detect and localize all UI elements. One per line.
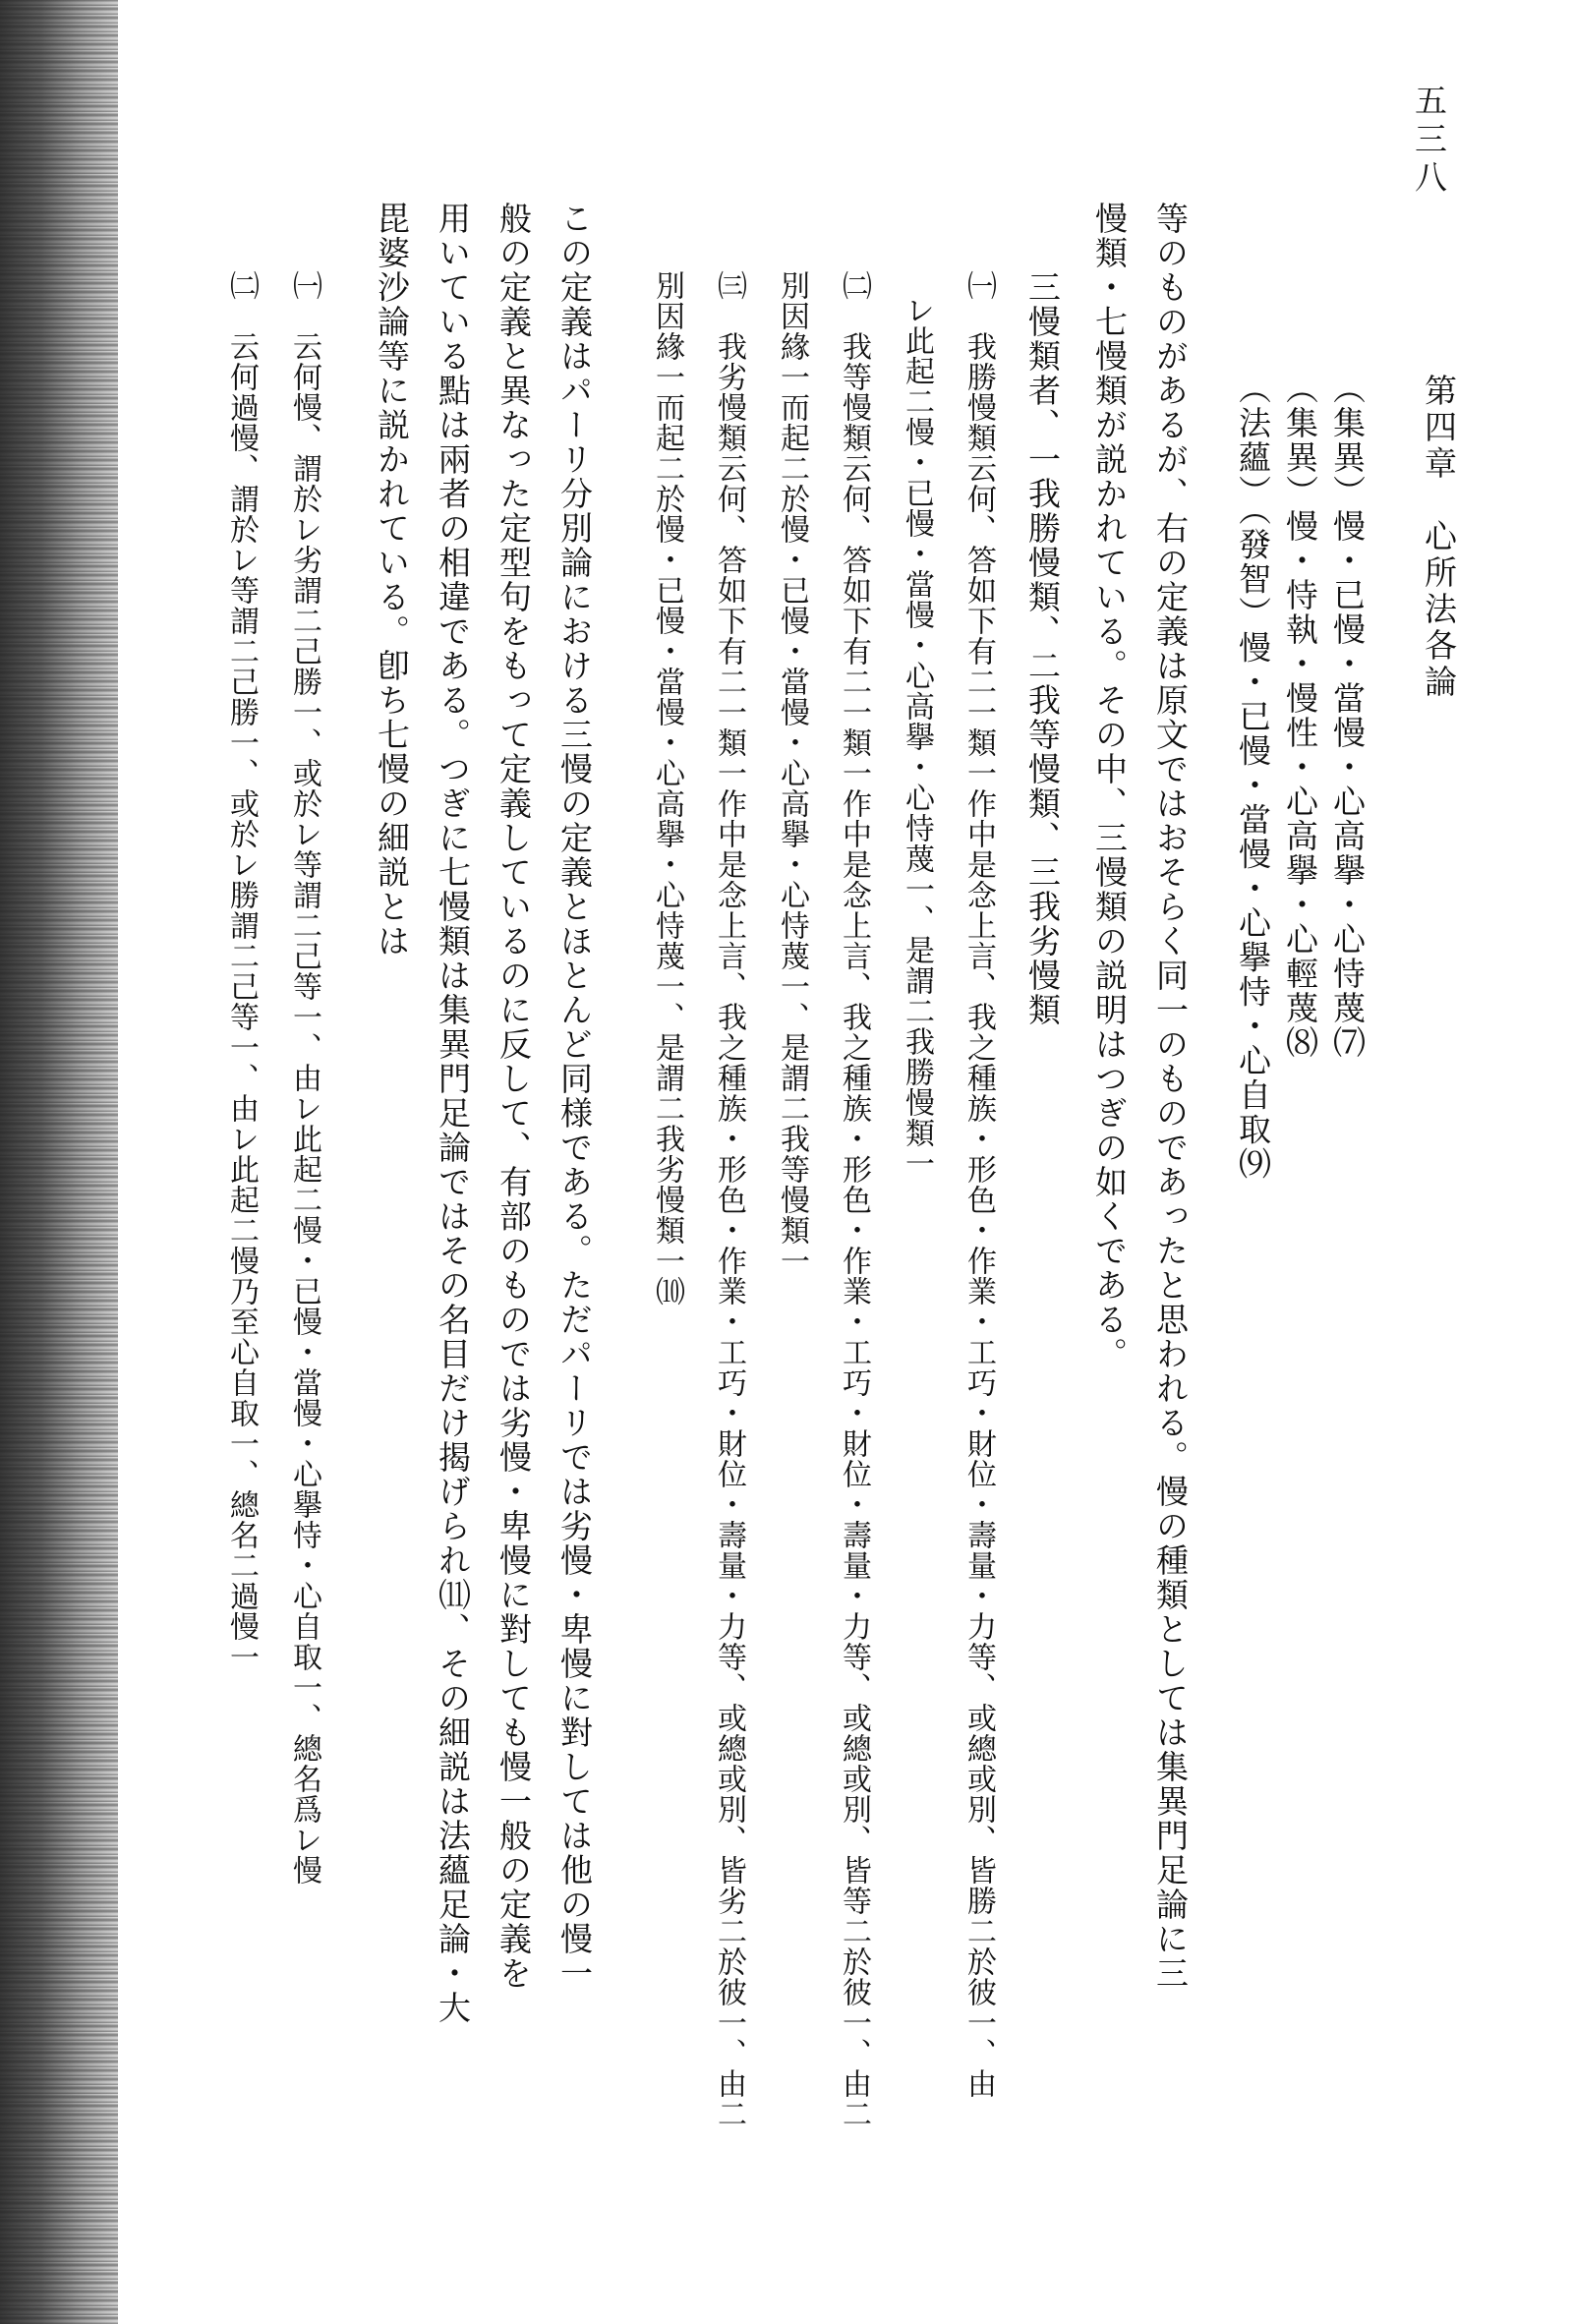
text-column-17: ㈠ 云何慢、謂於レ劣謂二己勝一、或於レ等謂二己等一、由レ此起二慢・已慢・當慢・心擧恃・心自取一、總名爲レ慢 [287,270,321,1886]
text-column-6: 三慢類者、一我勝慢類、二我等慢類、三我劣慢類 [1023,270,1062,1027]
text-column-13: この定義はパーリ分別論における三慢の定義とほとんど同様である。ただパーリでは劣慢・卑慢に對しては他の慢一 [555,202,594,1991]
text-column-11: ㈢ 我劣慢類云何、答如下有二一類一作中是念上言、我之種族・形色・作業・工巧・財位・壽量・力等、或總或別、皆劣二於彼一、由二 [712,270,746,2129]
text-column-7: ㈠ 我勝慢類云何、答如下有二一類一作中是念上言、我之種族・形色・作業・工巧・財位・壽量・力等、或總或別、皆勝二於彼一、由 [962,270,996,2099]
text-column-3: （集異）慢・已慢・當慢・心高擧・心恃蔑⑺ [1328,372,1367,1060]
text-column-15: 用いている點は兩者の相違である。つぎに七慢類は集異門足論ではその名目だけ揭げられ⑾、その細説は法蘊足論・大 [434,202,472,2025]
page-number: 五三八 [1410,84,1448,199]
text-column-14: 般の定義と異なった定型句をもって定義しているのに反して、有部のものでは劣慢・卑慢に對しても慢一般の定義を [495,202,533,1991]
text-column-18: ㈡ 云何過慢、謂於レ等謂二己勝一、或於レ勝謂二己等一、由レ此起二慢乃至心自取一、總名二過慢一 [224,270,259,1672]
text-column-5: 慢類・七慢類が説かれている。その中、三慢類の説明はつぎの如くである。 [1090,202,1129,1371]
text-column-12: 別因緣一而起二於慢・已慢・當慢・心高擧・心恃蔑一、是謂二我劣慢類一⑽ [650,270,684,1307]
text-column-4: 等のものがあるが、右の定義は原文ではおそらく同一のものであったと思われる。慢の種類としては集異門足論に三 [1151,202,1190,1991]
text-column-9: ㈡ 我等慢類云何、答如下有二一類一作中是念上言、我之種族・形色・作業・工巧・財位・壽量・力等、或總或別、皆等二於彼一、由二 [837,270,871,2129]
text-column-1: （法蘊）（發智）慢・已慢・當慢・心擧恃・心自取⑼ [1234,372,1272,1182]
running-header: 第四章 心所法各論 [1420,374,1458,701]
text-column-16: 毘婆沙論等に説かれている。卽ち七慢の細説とは [373,202,411,959]
scan-shadow [0,0,118,2324]
text-column-2: （集異）慢・恃執・慢性・心高擧・心輕蔑⑻ [1281,372,1319,1060]
text-column-8: レ此起二慢・已慢・當慢・心高擧・心恃蔑一、是謂二我勝慢類一 [900,295,934,1179]
text-column-10: 別因緣一而起二於慢・已慢・當慢・心高擧・心恃蔑一、是謂二我等慢類一 [775,270,809,1276]
